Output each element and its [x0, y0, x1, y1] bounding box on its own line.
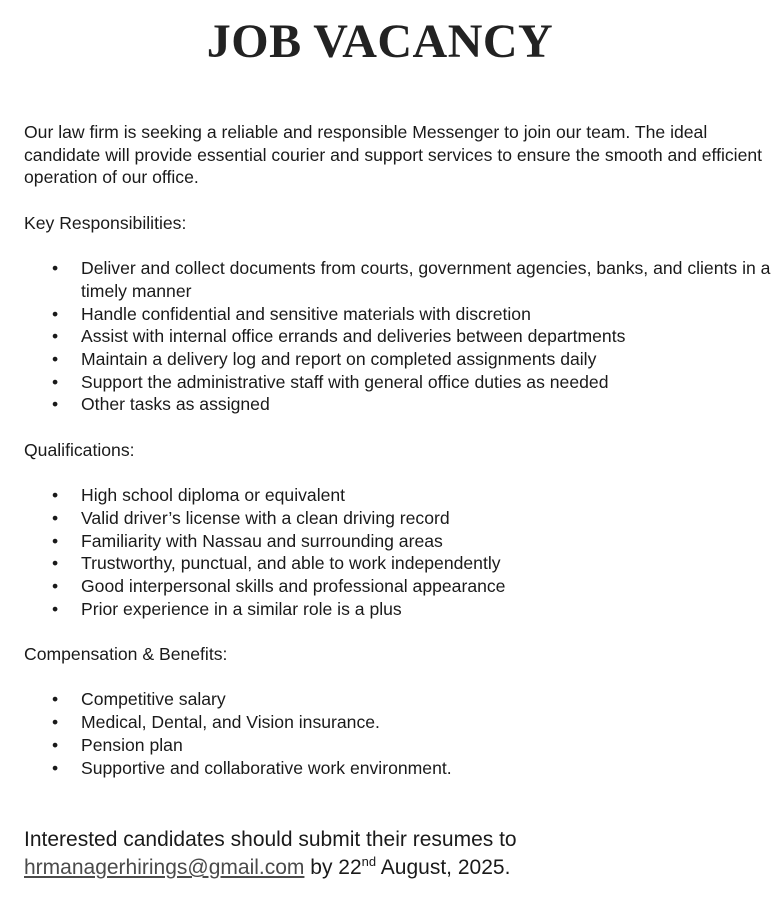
- list-item: • Good interpersonal skills and professional appearance: [24, 575, 774, 598]
- list-item: • Deliver and collect documents from courts, government agencies, banks, and clients in a timely manner: [24, 257, 774, 302]
- page-title: JOB VACANCY: [206, 15, 554, 68]
- qualifications-list: [24, 484, 774, 620]
- list-item: • Handle confidential and sensitive materials with discretion: [24, 303, 774, 326]
- list-item: • Trustworthy, punctual, and able to work independently: [24, 552, 774, 575]
- qualifications-heading: Qualifications:: [24, 439, 135, 460]
- deadline-prefix: by 22: [304, 856, 362, 879]
- deadline-date: August, 2025.: [376, 856, 511, 879]
- responsibilities-heading: Key Responsibilities:: [24, 212, 187, 233]
- intro-paragraph: Our law firm is seeking a reliable and responsible Messenger to join our team. The ideal candidate will provide essential courier and support services to ensure the smooth and efficient operation of our office.: [24, 122, 763, 188]
- list-item: • Other tasks as assigned: [24, 393, 774, 416]
- list-item: • Prior experience in a similar role is a plus: [24, 598, 774, 621]
- closing-paragraph: [24, 826, 764, 882]
- list-item: • Familiarity with Nassau and surrounding areas: [24, 530, 774, 553]
- list-item: • Assist with internal office errands and deliveries between departments: [24, 325, 774, 348]
- list-item: • Support the administrative staff with general office duties as needed: [24, 371, 774, 394]
- date-ordinal: nd: [361, 854, 377, 869]
- list-item: • Valid driver’s license with a clean driving record: [24, 507, 774, 530]
- benefits-list: [24, 688, 774, 779]
- list-item: • Medical, Dental, and Vision insurance.: [24, 711, 774, 734]
- document-body: [24, 121, 774, 779]
- responsibilities-list: [24, 257, 774, 416]
- list-item: • Maintain a delivery log and report on completed assignments daily: [24, 348, 774, 371]
- list-item: • High school diploma or equivalent: [24, 484, 774, 507]
- closing-line: Interested candidates should submit their resumes to: [24, 828, 517, 851]
- list-item: • Supportive and collaborative work environment.: [24, 757, 774, 780]
- list-item: • Competitive salary: [24, 688, 774, 711]
- email-link[interactable]: hrmanagerhirings@gmail.com: [24, 856, 305, 879]
- benefits-heading: Compensation & Benefits:: [24, 644, 228, 665]
- list-item: • Pension plan: [24, 734, 774, 757]
